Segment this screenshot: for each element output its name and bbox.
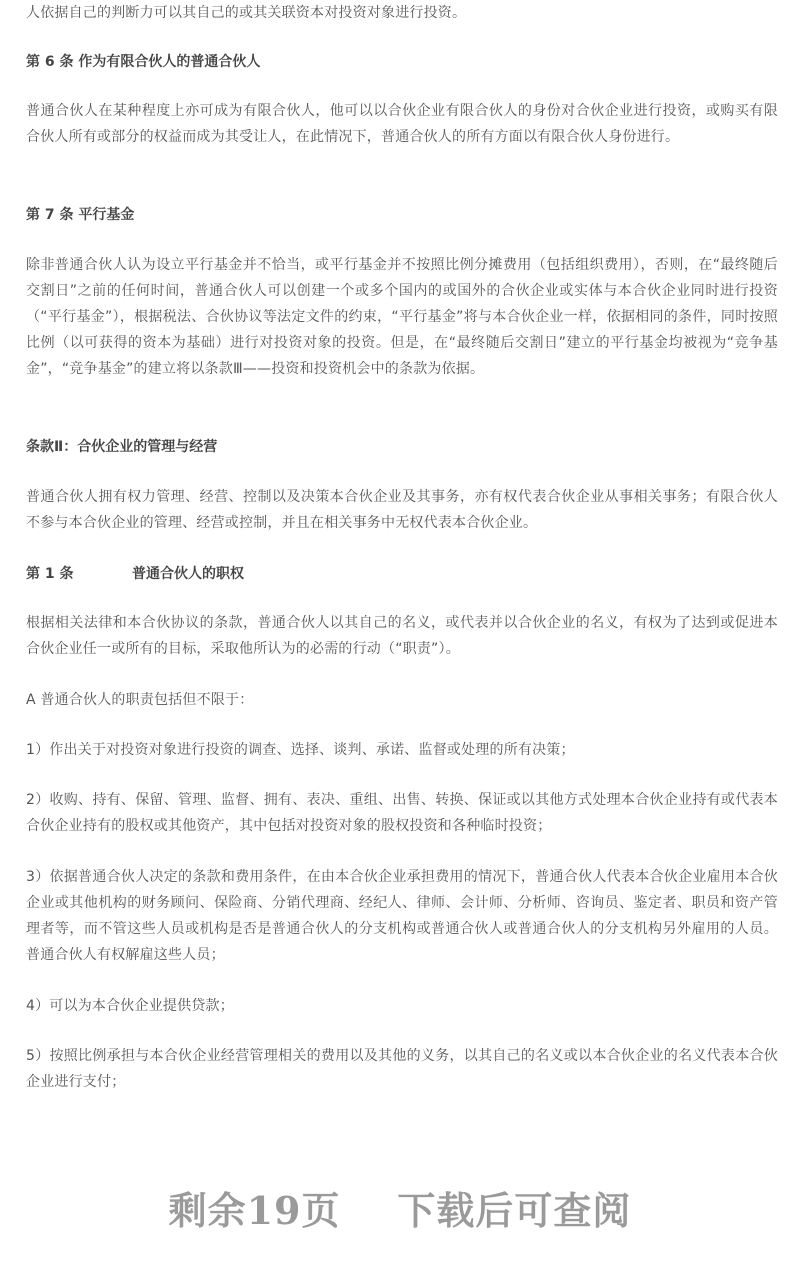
paragraph-intro-continuation: 人依据自己的判断力可以其自己的或其关联资本对投资对象进行投资。 [26,5,467,21]
remaining-pages-notice: 剩余19页 下载后可查阅 [168,1188,632,1233]
list-item-duty-3: 3）依据普通合伙人决定的条款和费用条件，在由本合伙企业承担费用的情况下，普通合伙人代表本合伙企业雇用本合伙企业或其他机构的财务顾问、保险商、分销代理商、经纪人、律师、会计师、分析师、咨询员、鉴定者、职员和资产管理者等，而不管这些人员或机构是否是普通合伙人的分支机构或普通合伙人或普通合伙人的分支机构另外雇用的人员。普通合伙人有权解雇这些人员； [26,869,778,963]
list-item-duty-2: 2）收购、持有、保留、管理、监督、拥有、表决、重组、出售、转换、保证或以其他方式处理本合伙企业持有或代表本合伙企业持有的股权或其他资产，其中包括对投资对象的股权投资和各种临时投资； [26,792,778,834]
list-item-duty-1: 1）作出关于对投资对象进行投资的调查、选择、谈判、承诺、监督或处理的所有决策； [26,742,575,758]
paragraph-article-7: 除非普通合伙人认为设立平行基金并不恰当，或平行基金并不按照比例分摊费用（包括组织费用），否则，在“最终随后交割日”之前的任何时间，普通合伙人可以创建一个或多个国内的或国外的合伙企业或实体与本合伙企业同时进行投资（“平行基金”），根据税法、合伙协议等法定文件的约束，“平行基金”将与本合伙企业一样，依据相同的条件，同时按照比例（以可获得的资本为基础）进行对投资对象的投资。但是，在“最终随后交割日”建立的平行基金均被视为“竞争基金”，“竞争基金”的建立将以条款Ⅲ——投资和投资机会中的条款为依据。 [26,257,778,377]
list-item-duty-4: 4）可以为本合伙企业提供贷款； [26,998,234,1014]
section-heading-article-1: 第 1 条 普通合伙人的职权 [26,566,244,582]
section-heading-clause-2: 条款Ⅱ：合伙企业的管理与经营 [26,439,218,455]
paragraph-article-6: 普通合伙人在某种程度上亦可成为有限合伙人，他可以以合伙企业有限合伙人的身份对合伙企业进行投资，或购买有限合伙人所有或部分的权益而成为其受让人，在此情况下，普通合伙人的所有方面以有限合伙人身份进行。 [26,103,778,145]
section-heading-article-6: 第 6 条 作为有限合伙人的普通合伙人 [26,54,261,70]
paragraph-article-1: 根据相关法律和本合伙协议的条款，普通合伙人以其自己的名义，或代表并以合伙企业的名义，有权为了达到或促进本合伙企业任一或所有的目标，采取他所认为的必需的行动（“职责”）。 [26,615,778,657]
list-item-duty-5: 5）按照比例承担与本合伙企业经营管理相关的费用以及其他的义务，以其自己的名义或以本合伙企业的名义代表本合伙企业进行支付； [26,1048,778,1090]
paragraph-clause-2: 普通合伙人拥有权力管理、经营、控制以及决策本合伙企业及其事务，亦有权代表合伙企业从事相关事务；有限合伙人不参与本合伙企业的管理、经营或控制，并且在相关事务中无权代表本合伙企业。 [26,489,778,531]
paragraph-duties-intro: A 普通合伙人的职责包括但不限于： [26,692,254,708]
section-heading-article-7: 第 7 条 平行基金 [26,207,135,223]
